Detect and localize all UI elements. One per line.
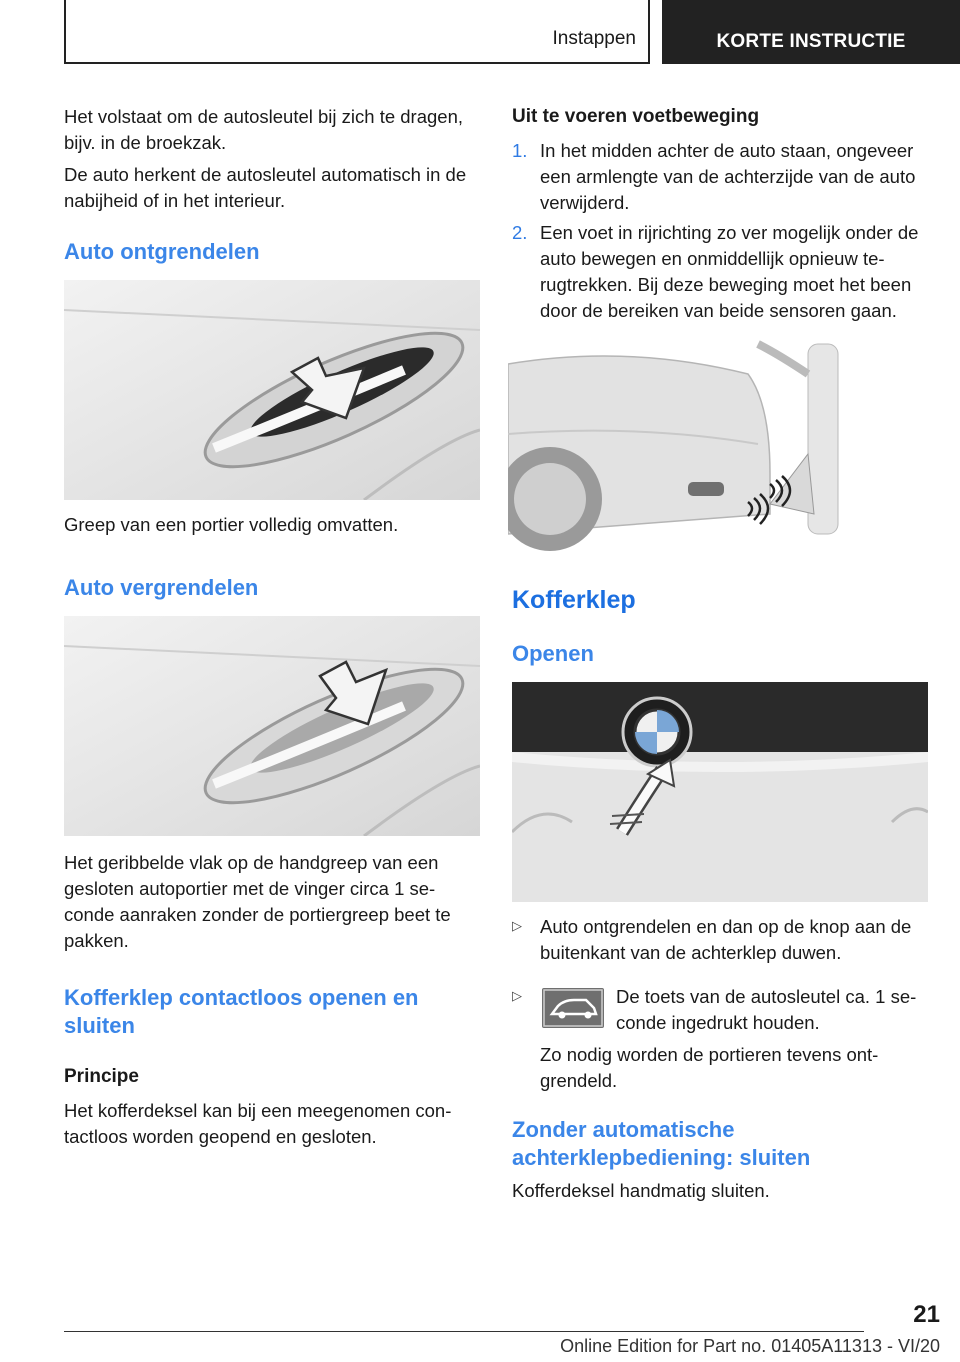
door-handle-grip-illustration [64,280,480,500]
movement-heading: Uit te voeren voetbeweging [512,106,760,127]
page-number: 21 [913,1301,940,1328]
close-paragraph: Kofferdeksel handmatig sluiten. [512,1180,770,1201]
step-1-text: In het midden achter de auto staan, ongeveer een armlengte van de achterzijde van de auto verwijderd. [540,140,916,213]
bullet-1-text: Auto ontgrendelen en dan op de knop aan de buitenkant van de achterklep duwen. [540,916,912,963]
door-handle-touch-illustration [64,616,480,836]
header-section: Instappen [552,28,636,49]
key-trunk-button-icon [542,988,604,1028]
lock-heading: Auto vergrendelen [64,575,259,600]
open-heading: Openen [512,641,594,666]
step-1-number: 1. [512,140,528,161]
bullet-2-text: De toets van de autosleutel ca. 1 se-conde ingedrukt houden. [616,986,917,1033]
footer-edition: Online Edition for Part no. 01405A11313 - VI/20 [560,1336,940,1356]
header-chapter-tab: KORTE INSTRUCTIE [662,0,960,64]
header-rule-mid [648,0,650,64]
close-heading: Zonder automatische achterklepbediening: sluiten [512,1117,811,1170]
footer-rule [64,1331,864,1332]
step-2-number: 2. [512,222,528,243]
step-2-text: Een voet in rijrichting zo ver mogelijk onder de auto bewegen en onmiddellijk opnieuw te-rugtrekken. Bij deze beweging moet het been door de bereiken van beide sensoren gaan. [540,222,919,321]
contactless-heading: Kofferklep contactloos openen en sluiten [64,985,419,1038]
header-rule-left [64,0,66,64]
intro-paragraph-2: De auto herkent de autosleutel automatisch in de nabijheid of in het interieur. [64,164,467,211]
trunk-heading: Kofferklep [512,586,636,614]
trunk-button-illustration [512,682,928,902]
principle-paragraph: Het kofferdeksel kan bij een meegenomen con-tactloos worden geopend en gesloten. [64,1100,452,1147]
unlock-heading: Auto ontgrendelen [64,239,260,264]
bullet-1-mark: ▷ [512,918,522,933]
intro-paragraph-1: Het volstaat om de autosleutel bij zich te dragen, bijv. in de broekzak. [64,106,464,153]
header-rule-bottom [64,62,650,64]
bullet-2-mark: ▷ [512,988,522,1003]
unlock-caption: Greep van een portier volledig omvatten. [64,514,399,535]
foot-gesture-illustration [508,334,864,552]
bullet-2-note: Zo nodig worden de portieren tevens ont-grendeld. [540,1044,879,1091]
lock-paragraph: Het geribbelde vlak op de handgreep van een gesloten autoportier met de vinger circa 1 se-conde aanraken zonder de portiergreep beet te pakken. [64,852,451,951]
principle-heading: Principe [64,1066,139,1087]
